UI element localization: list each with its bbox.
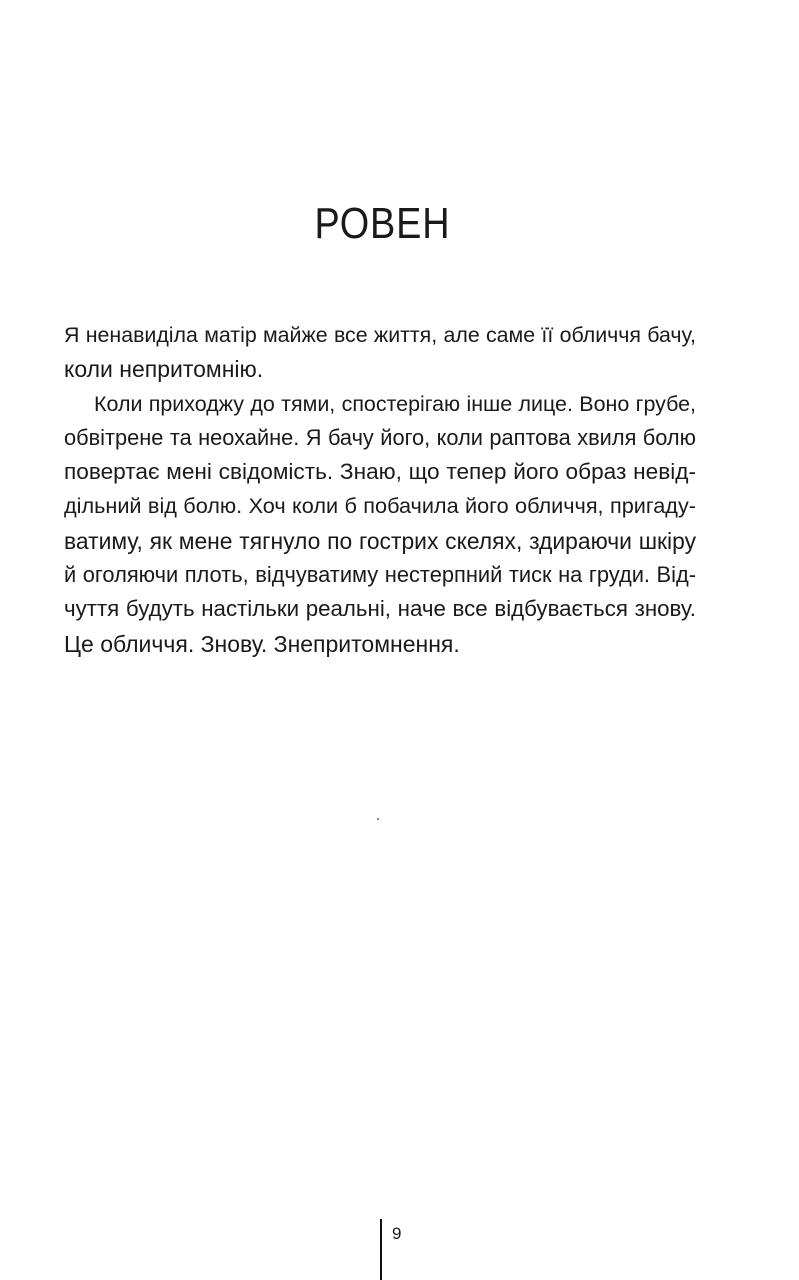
- text-line: ватиму, як мене тягнуло по гострих скелях, здираючи шкіру: [64, 527, 696, 554]
- text-line: обвітрене та неохайне. Я бачу його, коли раптова хвиля болю: [64, 424, 696, 450]
- text-line: коли непритомнію.: [64, 356, 264, 383]
- text-line: дільний від болю. Хоч коли б побачила його обличчя, пригаду-: [64, 493, 696, 519]
- folio-rule: [380, 1219, 382, 1280]
- text-line: чуття будуть настільки реальні, наче все відбувається знову.: [64, 596, 696, 622]
- body-text: [64, 318, 696, 661]
- text-line: й оголяючи плоть, відчуватиму нестерпний тиск на груди. Від-: [64, 562, 696, 588]
- text-line: Це обличчя. Знову. Знепритомнення.: [64, 630, 460, 657]
- page-number: 9: [392, 1224, 402, 1243]
- chapter-title: РОВЕН: [314, 199, 451, 248]
- text-line: Коли приходжу до тями, спостерігаю інше лице. Воно грубе,: [94, 391, 696, 416]
- text-line: повертає мені свідомість. Знаю, що тепер його образ невід-: [64, 459, 696, 485]
- text-line: Я ненавиділа матір майже все життя, але саме її обличчя бачу,: [64, 323, 696, 347]
- print-speck: [377, 818, 379, 820]
